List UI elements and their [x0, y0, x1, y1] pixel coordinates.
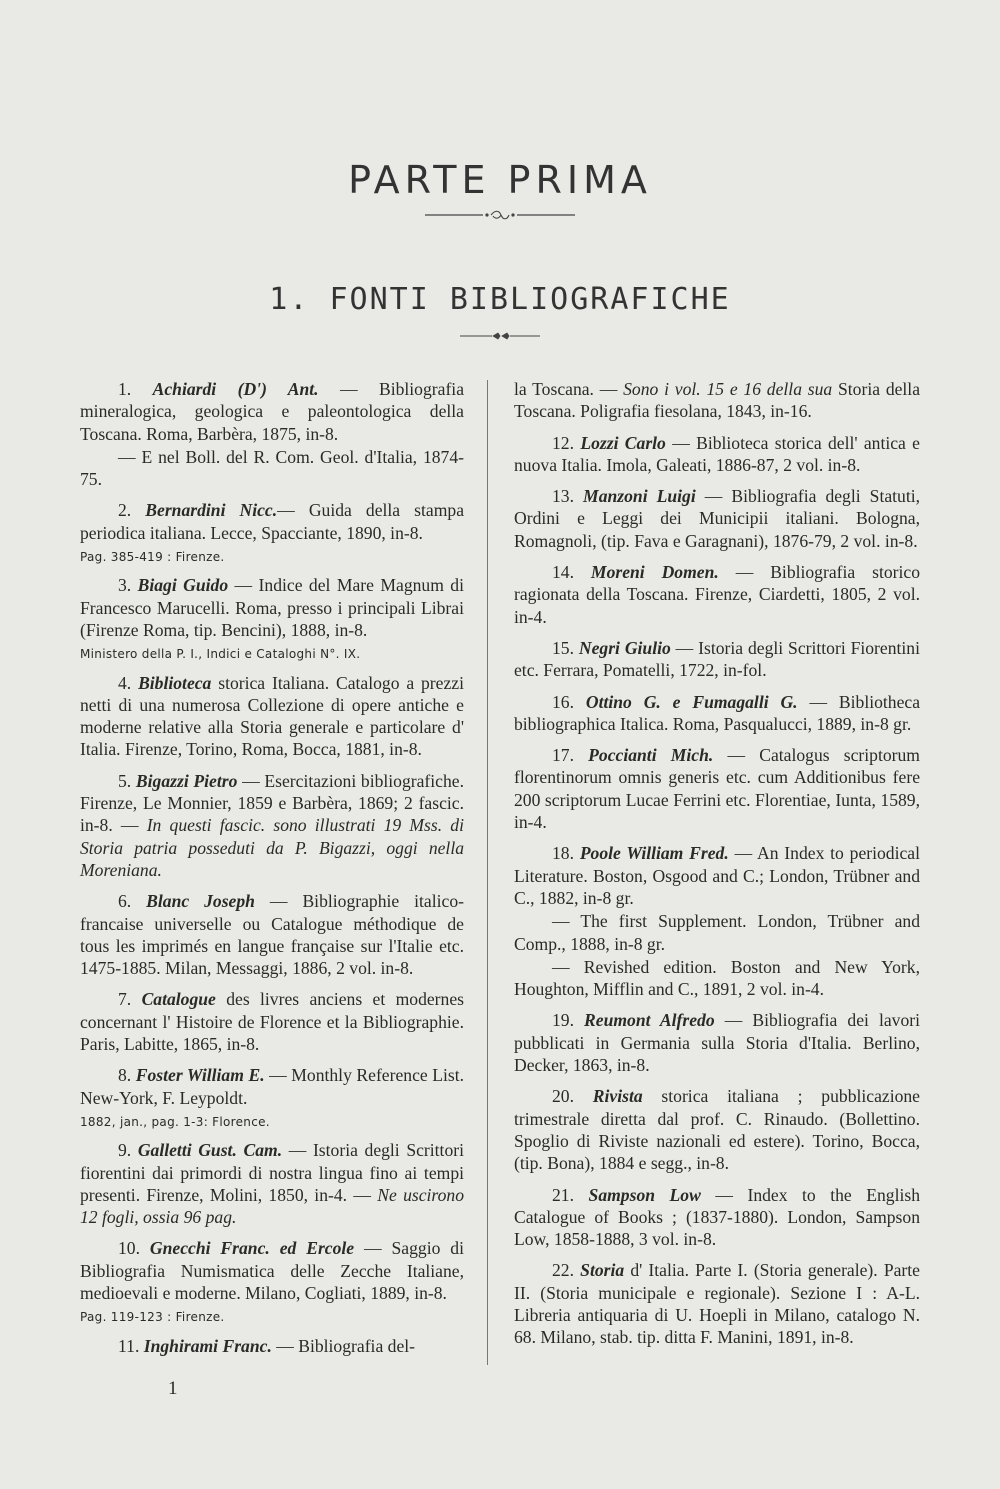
entry-num: 9. — [118, 1140, 132, 1161]
entry-author: Biagi Guido — [137, 575, 229, 596]
entry-num: 11. — [118, 1335, 140, 1356]
entry-it: Ne uscirono 12 fogli, ossia 96 pag. — [80, 1184, 464, 1228]
bibliography-entry — [514, 637, 920, 682]
entry-author: Biblioteca — [138, 672, 212, 693]
entry-text: — Saggio di Bibliografia Numismatica delle Zecche Italiane, medioevali e moderne. Milano, Cogliati, 1889, in-8. — [80, 1238, 464, 1303]
entry-author: Lozzi Carlo — [580, 432, 666, 453]
bibliography-entry — [80, 988, 464, 1055]
entry-note: Pag. 385-419 : Firenze. — [80, 550, 225, 565]
entry-text: — Bibliografia dei lavori pubblicati in Germania sulla Storia d'Italia. Berlino, Decker, 1863, in-8. — [514, 1010, 920, 1076]
entry-text: la Toscana. — — [514, 379, 624, 399]
left-column — [80, 378, 464, 1366]
bibliography-entry — [80, 890, 464, 979]
entry-author: Reumont Alfredo — [584, 1010, 715, 1031]
entry-text: — Biblioteca storica dell' antica e nuova Italia. Imola, Galeati, 1886-87, 2 vol. in-8. — [514, 432, 920, 475]
entry-author: Galletti Gust. Cam. — [137, 1140, 283, 1161]
bibliography-entry — [514, 561, 920, 628]
entry-num: 15. — [552, 637, 574, 658]
entry-text: — Bibliographie italico-francaise universelle ou Catalogue méthodique de tous les imprimés en langue française sur l'Italie etc. 1475-1885. Milan, Messaggi, 1886, 2 vol. in-8. — [80, 891, 464, 979]
entry-author: Catalogue — [141, 989, 216, 1010]
entry-num: 1. — [118, 379, 132, 399]
section-title: 1. FONTI BIBLIOGRAFICHE — [269, 282, 731, 317]
bibliography-entry — [514, 1259, 920, 1348]
entry-text: — Monthly Reference List. New-York, F. Leypoldt. — [80, 1065, 465, 1108]
right-column — [514, 378, 920, 1358]
entry-text: — Indice del Mare Magnum di Francesco Marucelli. Roma, presso i principali Librai (Firenze Roma, tip. Bencini), 1888, in-8. — [80, 575, 464, 640]
entry-num: 13. — [552, 486, 574, 507]
entry-note: Pag. 119-123 : Firenze. — [80, 1310, 225, 1325]
entry-num: 20. — [552, 1086, 574, 1107]
entry-text: — Bibliografia storico ragionata della Toscana. Firenze, Ciardetti, 1805, 2 vol. in-4. — [514, 562, 920, 627]
entry-num: 18. — [552, 843, 574, 864]
bibliography-entry — [514, 744, 920, 833]
entry-note: Ministero della P. I., Indici e Cataloghi N°. IX. — [80, 647, 361, 662]
entry-num: 17. — [552, 745, 574, 766]
entry-it: In questi fascic. sono illustrati 19 Mss. di Storia patria posseduti da P. Bigazzi, oggi nella Moreniana. — [80, 815, 464, 880]
entry-it: Sono i vol. 15 e 16 della sua — [623, 379, 833, 399]
bibliography-entry — [80, 1139, 464, 1228]
entry-num: 10. — [118, 1238, 140, 1259]
entry-num: 7. — [118, 989, 132, 1010]
entry-author: Poole William Fred. — [579, 843, 729, 864]
entry-author: Sampson Low — [588, 1184, 701, 1205]
entry-num: 19. — [552, 1010, 574, 1031]
bibliography-entry — [80, 770, 464, 881]
entry-sub: — E nel Boll. del R. Com. Geol. d'Italia, 1874-75. — [80, 446, 464, 490]
entry-text: storica italiana ; pubblicazione trimestrale diretta dal prof. C. Rinaudo. (Bollettino. Spoglio di Riviste nazionali ed estere). Torino, Bocca, (tip. Bona), 1884 e segg., in-8. — [514, 1086, 920, 1174]
entry-text: — Istoria degli Scrittori fiorentini dai primordi di nostra lingua fino ai tempi presenti. Firenze, Molini, 1850, in-4. — — [80, 1140, 464, 1205]
entry-note: 1882, jan., pag. 1-3: Florence. — [80, 1114, 270, 1129]
entry-author: Ottino G. e Fumagalli G. — [585, 691, 798, 712]
bibliography-entry — [514, 1085, 920, 1174]
entry-num: 4. — [118, 672, 132, 693]
entry-author: Manzoni Luigi — [583, 486, 696, 507]
ornament-divider-small — [0, 328, 1000, 346]
ornament-divider-top — [0, 208, 1000, 226]
entry-num: 3. — [118, 575, 132, 596]
entry-text: — Bibliografia del- — [271, 1335, 415, 1356]
entry-text: — Bibliografia degli Statuti, Ordini e Leggi dei Municipii italiani. Bologna, Romagnoli, (tip. Fava e Garagnani), 1876-79, 2 vol. in-8. — [514, 486, 920, 551]
bibliography-entry — [80, 672, 464, 761]
entry-text: storica Italiana. Catalogo a prezzi netti di una numerosa Collezione di opere antiche e moderne relative alla Storia generale e particolare d' Italia. Firenze, Torino, Roma, Bocca, 1881, in-8. — [80, 672, 464, 760]
entry-author: Bernardini Nicc. — [145, 500, 278, 521]
bibliography-entry — [514, 378, 920, 423]
entry-author: Inghirami Franc. — [143, 1335, 272, 1356]
bibliography-entry — [514, 485, 920, 552]
entry-sub: — Revished edition. Boston and New York, Houghton, Mifflin and C., 1891, 2 vol. in-4. — [514, 956, 920, 1000]
entry-author: Poccianti Mich. — [588, 745, 714, 766]
column-divider — [487, 380, 488, 1365]
entry-num: 6. — [118, 891, 132, 912]
entry-num: 2. — [118, 500, 132, 521]
entry-author: Blanc Joseph — [146, 891, 255, 912]
part-title: PARTE PRIMA — [348, 158, 652, 202]
entry-num: 16. — [552, 691, 574, 712]
bibliography-entry — [514, 691, 920, 736]
entry-num: 12. — [552, 432, 574, 453]
entry-text: — Istoria degli Scrittori Fiorentini etc. Ferrara, Pomatelli, 1722, in-fol. — [514, 637, 920, 681]
entry-author: Gnecchi Franc. ed Ercole — [149, 1238, 355, 1259]
entry-text: — An Index to periodical Literature. Boston, Osgood and C.; London, Trübner and C., 1882, in-8 gr. — [514, 843, 920, 908]
entry-text: d' Italia. Parte I. (Storia generale). Parte II. (Storia municipale e regionale). Sezione I : A-L. Libreria antiquaria di U. Hoepli in Milano, catalogo N. 68. Milano, stab. tip. ditta F. Manini, 1891, in-8. — [514, 1260, 920, 1348]
bibliography-entry — [80, 1335, 464, 1357]
entry-text: — Guida della stampa periodica italiana. Lecce, Spacciante, 1890, in-8. — [80, 500, 465, 543]
entry-num: 14. — [552, 562, 574, 583]
entry-num: 21. — [552, 1184, 574, 1205]
bibliography-entry — [514, 842, 920, 909]
bibliography-entry — [80, 378, 464, 445]
entry-text2: Storia della Toscana. Poligrafia fiesolana, 1843, in-16. — [514, 379, 921, 422]
entry-text: — Index to the English Catalogue of Books ; (1837-1880). London, Sampson Low, 1858-1888, 3 vol. in-8. — [514, 1184, 921, 1250]
entry-author: Negri Giulio — [578, 637, 671, 658]
bibliography-entry — [80, 1237, 464, 1304]
entry-sub: — The first Supplement. London, Trübner and Comp., 1888, in-8 gr. — [514, 911, 920, 954]
folio-number: 1 — [168, 1378, 178, 1399]
entry-text: — Esercitazioni bibliografiche. Firenze, Le Monnier, 1859 e Barbèra, 1869; 2 fascic. in-8. — — [80, 770, 464, 836]
entry-author: Bigazzi Pietro — [135, 770, 238, 791]
entry-text: — Bibliotheca bibliographica Italica. Roma, Pasqualucci, 1889, in-8 gr. — [514, 691, 921, 734]
entry-author: Moreni Domen. — [590, 562, 719, 583]
entry-author: Storia — [580, 1260, 625, 1281]
entry-author: Achiardi (D') Ant. — [152, 379, 319, 399]
entry-num: 8. — [118, 1065, 132, 1086]
entry-author: Rivista — [592, 1086, 643, 1107]
entry-text: — Bibliografia mineralogica, geologica e paleontologica della Toscana. Roma, Barbèra, 1875, in-8. — [80, 379, 465, 444]
bibliography-entry — [80, 574, 464, 641]
bibliography-entry — [514, 1184, 920, 1251]
entry-text: — Catalogus scriptorum florentinorum omnis generis etc. cum Additionibus fere 200 scriptorum Lucae Ferrini etc. Florentiae, Iunta, 1589, in-4. — [514, 745, 920, 833]
bibliography-entry — [80, 1064, 464, 1109]
entry-text: des livres anciens et modernes concernant l' Histoire de Florence et la Bibliographie. Paris, Labitte, 1865, in-8. — [80, 989, 464, 1055]
entry-author: Foster William E. — [135, 1065, 265, 1086]
entry-num: 22. — [552, 1260, 574, 1281]
bibliography-entry — [80, 499, 464, 544]
bibliography-entry — [514, 432, 920, 477]
bibliography-entry — [514, 1009, 920, 1076]
entry-num: 5. — [118, 770, 132, 791]
